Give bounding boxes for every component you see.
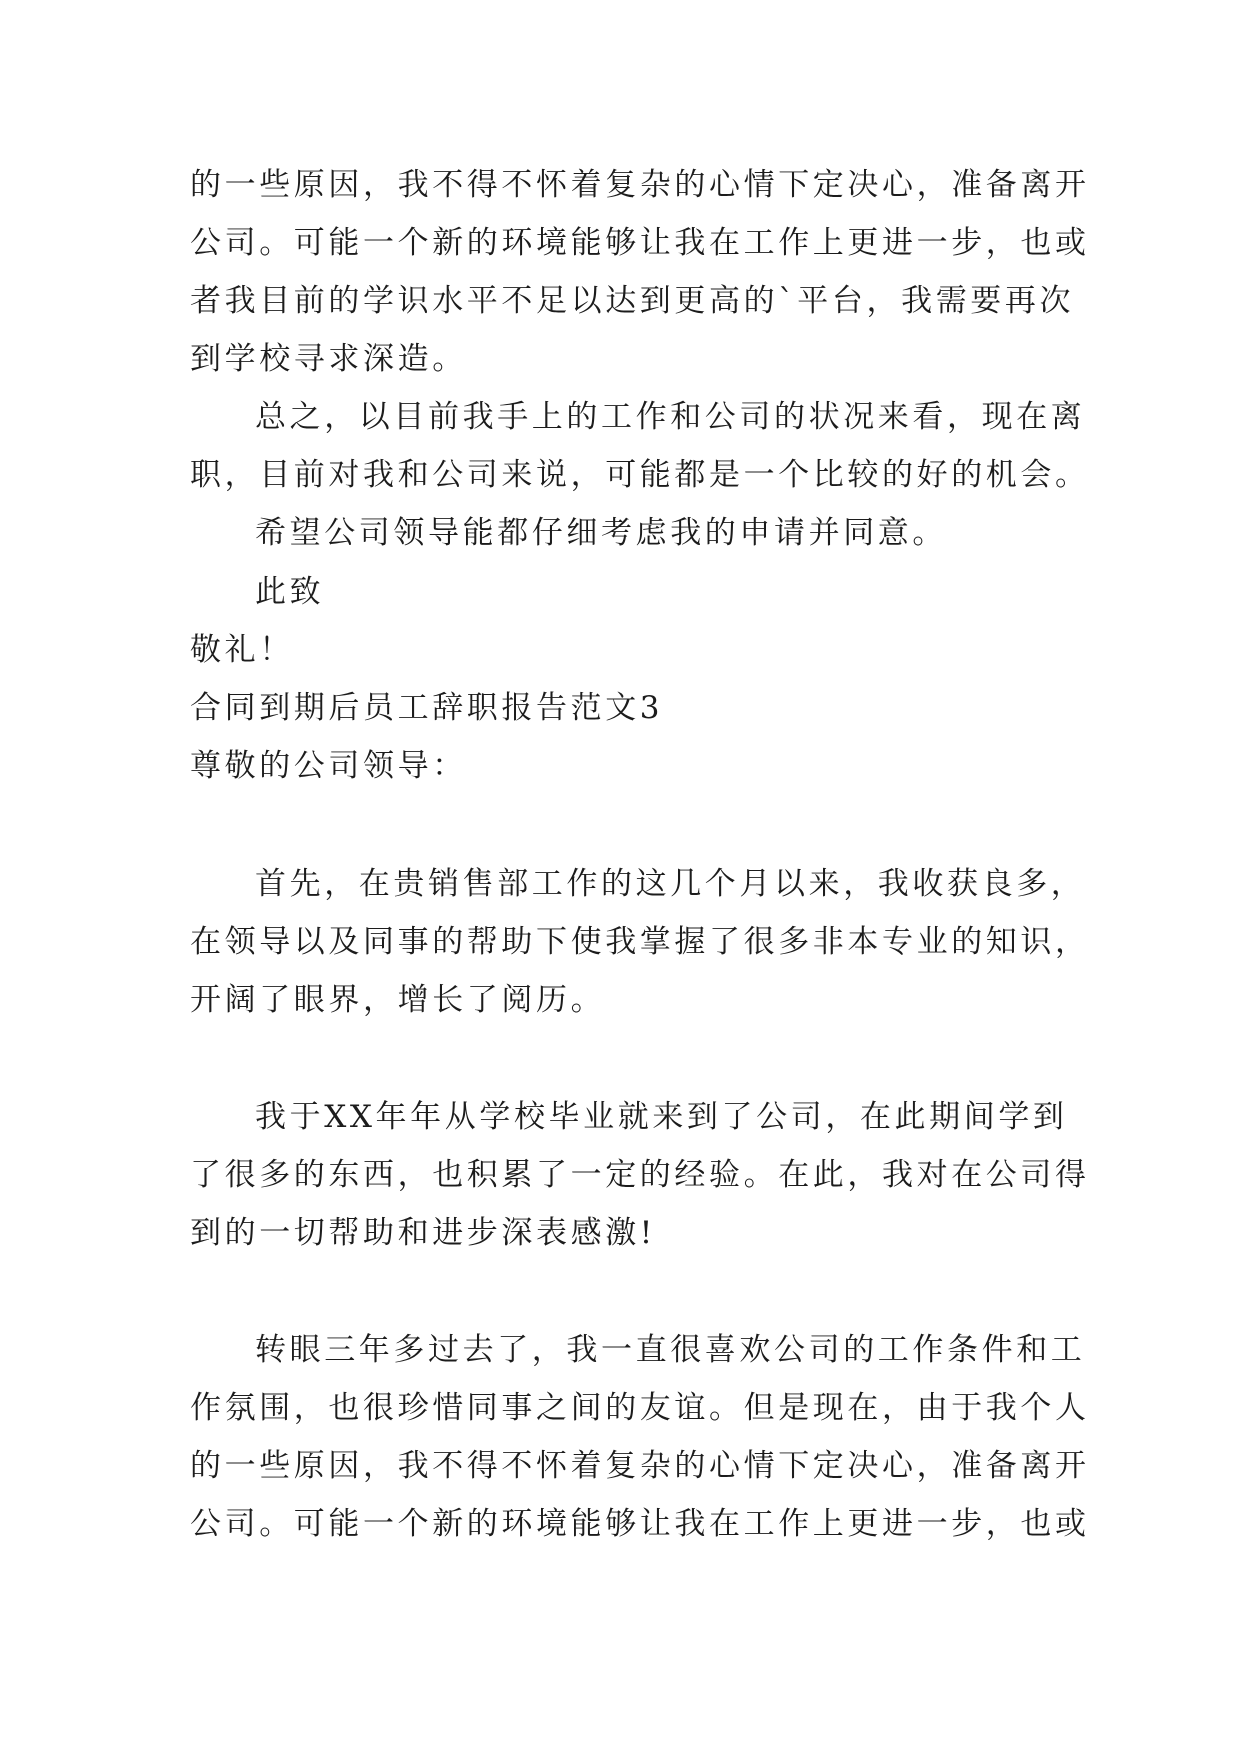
closing-regards: 敬礼！ (190, 632, 294, 668)
letter-greeting: 尊敬的公司领导： (190, 748, 467, 784)
text-line: 公司。可能一个新的环境能够让我在工作上更进一步，也或 (190, 225, 1090, 261)
paragraph-start-line: 我于XX年年从学校毕业就来到了公司，在此期间学到 (255, 1099, 1068, 1135)
text-line: 的一些原因，我不得不怀着复杂的心情下定决心，准备离开 (190, 1448, 1090, 1484)
text-line: 职，目前对我和公司来说，可能都是一个比较的好的机会。 (190, 457, 1090, 493)
text-line: 者我目前的学识水平不足以达到更高的`平台，我需要再次 (190, 283, 1075, 319)
section-title: 合同到期后员工辞职报告范文3 (190, 690, 664, 726)
text-line: 的一些原因，我不得不怀着复杂的心情下定决心，准备离开 (190, 167, 1090, 203)
paragraph-start-line: 首先，在贵销售部工作的这几个月以来，我收获良多， (255, 866, 1086, 902)
text-line: 到学校寻求深造。 (190, 341, 467, 377)
text-line: 在领导以及同事的帮助下使我掌握了很多非本专业的知识， (190, 924, 1090, 960)
text-line: 作氛围，也很珍惜同事之间的友谊。但是现在，由于我个人 (190, 1390, 1090, 1426)
text-line: 了很多的东西，也积累了一定的经验。在此，我对在公司得 (190, 1157, 1090, 1193)
paragraph-start-line: 希望公司领导能都仔细考虑我的申请并同意。 (255, 515, 947, 551)
text-line: 公司。可能一个新的环境能够让我在工作上更进一步，也或 (190, 1506, 1090, 1542)
closing-salutation: 此致 (255, 574, 325, 610)
paragraph-start-line: 转眼三年多过去了，我一直很喜欢公司的工作条件和工 (255, 1332, 1086, 1368)
text-line: 开阔了眼界，增长了阅历。 (190, 982, 606, 1018)
paragraph-start-line: 总之，以目前我手上的工作和公司的状况来看，现在离 (255, 399, 1086, 435)
text-line: 到的一切帮助和进步深表感激! (190, 1215, 656, 1251)
